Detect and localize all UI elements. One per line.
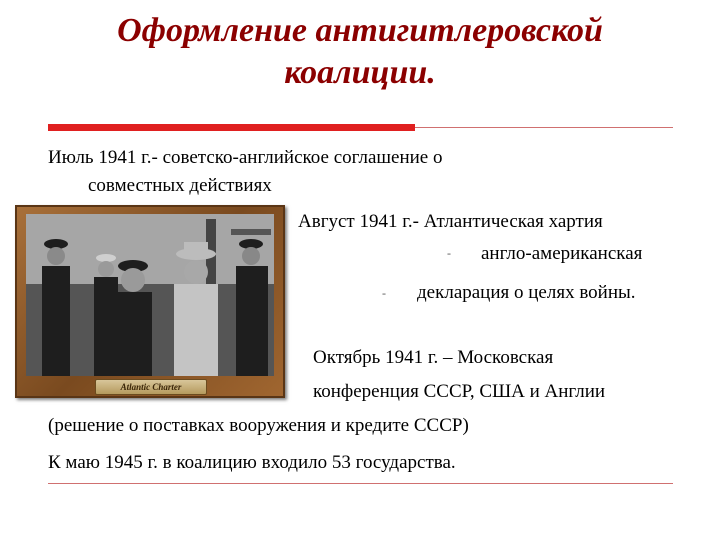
title-line-2: коалиции. [284, 54, 436, 91]
text-july-line-2: совместных действиях [88, 175, 272, 196]
text-aug-line-3: декларация о целях войны. [417, 282, 636, 303]
historical-photo-frame [15, 205, 285, 398]
atlantic-charter-photo [26, 214, 274, 376]
bullet-dash-2: - [382, 286, 386, 300]
text-oct-line-3: (решение о поставках вооружения и кредите СССР) [48, 415, 469, 436]
slide-title [40, 10, 680, 94]
bottom-rule [48, 483, 673, 484]
text-aug-line-2: англо-американская [481, 243, 643, 264]
text-aug-line-1: Август 1941 г.- Атлантическая хартия [298, 211, 603, 232]
text-may-line-1: К маю 1945 г. в коалицию входило 53 государства. [48, 452, 456, 473]
bullet-dash-1: - [447, 246, 451, 260]
text-oct-line-2: конференция СССР, США и Англии [313, 381, 606, 402]
title-underline-thin [415, 127, 673, 128]
photo-caption-plate: Atlantic Charter [95, 379, 207, 395]
text-oct-line-1: Октябрь 1941 г. – Московская [313, 347, 554, 368]
title-underline-red [48, 124, 415, 131]
title-line-1: Оформление антигитлеровской [117, 12, 603, 49]
text-july-line-1: Июль 1941 г.- советско-английское соглашение о [48, 147, 443, 168]
